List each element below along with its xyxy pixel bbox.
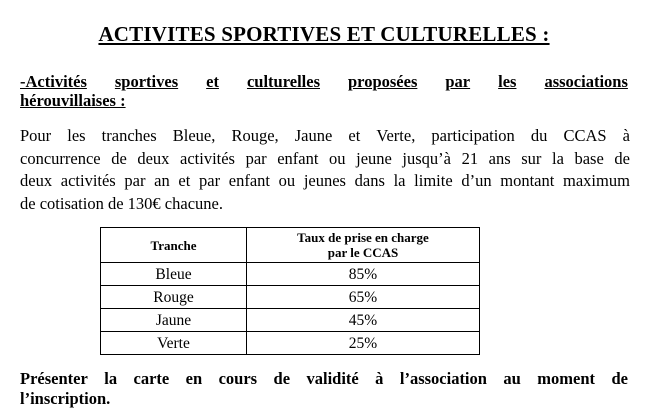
footer-word: de bbox=[273, 369, 291, 388]
subtitle-word: associations bbox=[544, 72, 628, 91]
paragraph-word: jusqu’à bbox=[402, 148, 451, 168]
paragraph-word: montant bbox=[500, 171, 555, 190]
paragraph-word: les bbox=[67, 126, 86, 145]
paragraph-word: ou bbox=[278, 171, 296, 190]
paragraph-word: deux bbox=[137, 148, 170, 168]
paragraph-word: jeunes bbox=[303, 171, 346, 190]
paragraph-line-4 bbox=[20, 193, 630, 216]
header-taux bbox=[247, 228, 480, 263]
subtitle-line-2: hérouvillaises : bbox=[20, 91, 126, 110]
paragraph-word: enfant bbox=[277, 148, 319, 168]
footer-word: en bbox=[185, 369, 203, 388]
paragraph-word: jeune bbox=[356, 148, 392, 168]
subtitle-word: proposées bbox=[348, 72, 418, 91]
paragraph-line-3 bbox=[20, 170, 630, 193]
paragraph-word: Verte, bbox=[376, 126, 416, 145]
paragraph-word: maximum bbox=[563, 171, 630, 190]
footer-word: au bbox=[503, 369, 521, 388]
rates-table bbox=[100, 227, 480, 355]
paragraph-word: la bbox=[551, 148, 564, 168]
paragraph-word: ans bbox=[488, 148, 511, 168]
cell-tranche: Bleue bbox=[101, 263, 247, 286]
paragraph-line-1 bbox=[20, 125, 630, 148]
paragraph-word: Rouge, bbox=[231, 126, 279, 145]
footer-line-2: l’inscription. bbox=[20, 389, 111, 408]
paragraph-word: de bbox=[111, 148, 127, 168]
footer-word: de bbox=[611, 369, 628, 388]
footer-note bbox=[20, 369, 628, 409]
paragraph-word: activités bbox=[180, 148, 235, 168]
paragraph-word: dans bbox=[354, 171, 385, 190]
cell-taux: 65% bbox=[247, 286, 480, 309]
subtitle-line-1 bbox=[20, 72, 628, 91]
paragraph-word: de bbox=[614, 148, 630, 168]
paragraph-word: la bbox=[393, 171, 406, 190]
subtitle-word: et bbox=[206, 72, 219, 91]
paragraph-word: activités bbox=[60, 171, 116, 190]
paragraph-word: base bbox=[574, 148, 604, 168]
footer-word: à bbox=[375, 369, 384, 388]
table-row bbox=[101, 286, 480, 309]
paragraph-text: de cotisation de 130€ chacune. bbox=[20, 193, 223, 213]
table-row bbox=[101, 309, 480, 332]
footer-word: moment bbox=[537, 369, 595, 388]
table-row bbox=[101, 332, 480, 355]
cell-taux: 85% bbox=[247, 263, 480, 286]
header-tranche: Tranche bbox=[101, 228, 247, 263]
paragraph-word: et bbox=[348, 126, 361, 145]
body-paragraph bbox=[20, 125, 630, 215]
paragraph-word: deux bbox=[20, 171, 53, 190]
footer-word: cours bbox=[218, 369, 258, 388]
subtitle-word: par bbox=[445, 72, 471, 91]
paragraph-word: d’un bbox=[461, 171, 492, 190]
cell-tranche: Rouge bbox=[101, 286, 247, 309]
header-taux-line-2: par le CCAS bbox=[327, 245, 399, 260]
paragraph-word: par bbox=[199, 171, 221, 190]
paragraph-word: sur bbox=[521, 148, 542, 168]
footer-word: Présenter bbox=[20, 369, 88, 388]
paragraph-word: ou bbox=[329, 148, 346, 168]
paragraph-word: par bbox=[245, 148, 267, 168]
cell-taux: 25% bbox=[247, 332, 480, 355]
subtitle-word: culturelles bbox=[246, 72, 320, 91]
footer-line-1 bbox=[20, 369, 628, 389]
cell-tranche: Jaune bbox=[101, 309, 247, 332]
footer-word: l’association bbox=[399, 369, 487, 388]
footer-word: la bbox=[104, 369, 118, 388]
paragraph-line-2 bbox=[20, 148, 630, 171]
paragraph-word: à bbox=[622, 126, 630, 145]
paragraph-word: enfant bbox=[228, 171, 270, 190]
paragraph-word: 21 bbox=[461, 148, 479, 168]
subtitle-word: les bbox=[498, 72, 517, 91]
subtitle-word: -Activités bbox=[20, 72, 87, 91]
paragraph-word: concurrence bbox=[20, 148, 101, 168]
paragraph-word: du bbox=[530, 126, 548, 145]
subtitle bbox=[20, 72, 628, 110]
footer-word: carte bbox=[133, 369, 170, 388]
footer-word: validité bbox=[306, 369, 359, 388]
paragraph-word: Pour bbox=[20, 126, 52, 145]
header-taux-line-1: Taux de prise en charge bbox=[297, 230, 429, 245]
cell-tranche: Verte bbox=[101, 332, 247, 355]
table-row bbox=[101, 263, 480, 286]
paragraph-word: Bleue, bbox=[172, 126, 216, 145]
paragraph-word: Jaune bbox=[294, 126, 333, 145]
paragraph-word: CCAS bbox=[563, 126, 607, 145]
paragraph-word: par bbox=[124, 171, 146, 190]
paragraph-word: participation bbox=[431, 126, 515, 145]
paragraph-word: an bbox=[154, 171, 170, 190]
cell-taux: 45% bbox=[247, 309, 480, 332]
table-header-row bbox=[101, 228, 480, 263]
paragraph-word: limite bbox=[414, 171, 453, 190]
section-title: ACTIVITES SPORTIVES ET CULTURELLES : bbox=[98, 22, 550, 46]
subtitle-word: sportives bbox=[114, 72, 179, 91]
paragraph-word: et bbox=[178, 171, 191, 190]
paragraph-word: tranches bbox=[101, 126, 157, 145]
